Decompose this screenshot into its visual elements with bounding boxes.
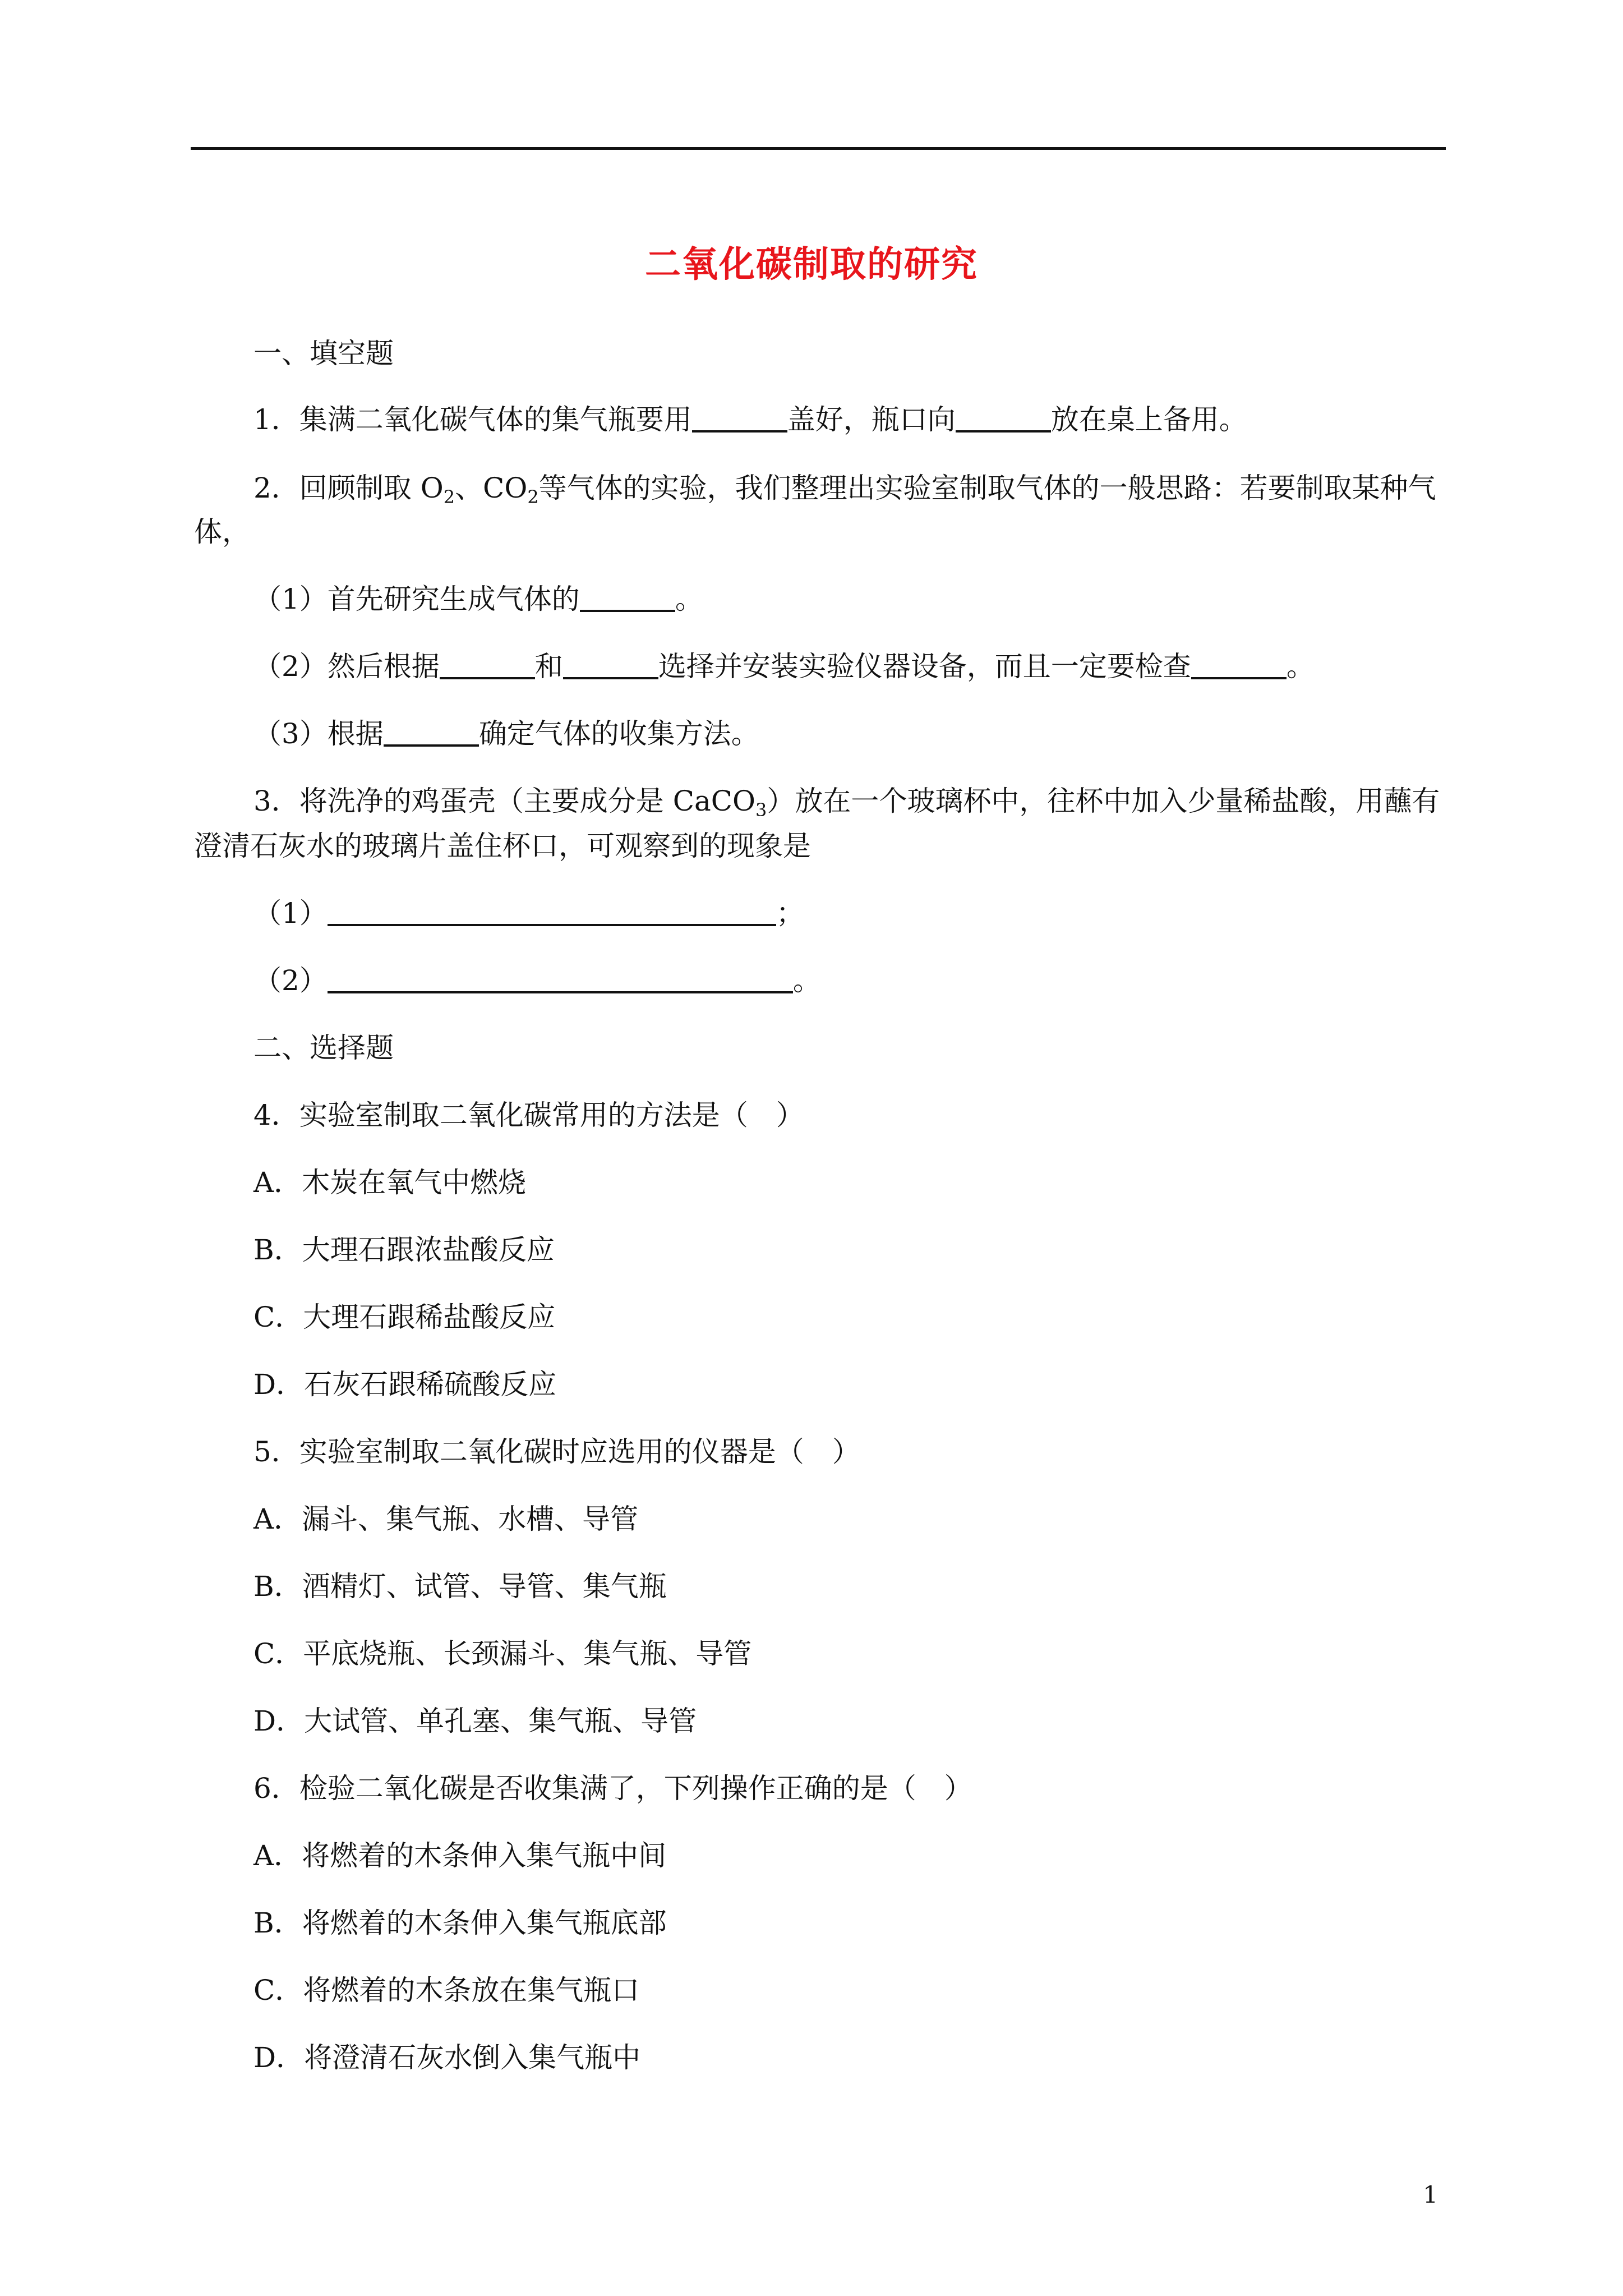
question-3-part-2: （2） 。 (253, 964, 821, 997)
option-4a[interactable]: A．木炭在氧气中燃烧 (253, 1166, 527, 1199)
question-5: 5．实验室制取二氧化碳时应选用的仪器是（ ） (253, 1435, 860, 1468)
question-3: 3．将洗净的鸡蛋壳（主要成分是 CaCO$_3$）放在一个玻璃杯中，往杯中加入少量稀盐酸，用蘸有 (253, 785, 1440, 821)
question-2-part-2: （2）然后根据 和 选择并安装实验仪器设备，而且一定要检查 。 (253, 650, 1315, 683)
section-heading-choice: 二、选择题 (253, 1032, 394, 1064)
question-3-part-1: （1） ； (253, 897, 804, 930)
question-2: 2．回顾制取 $O_2$、$CO_2$等气体的实验，我们整理出实验室制取气体的一般思路：若要制取某种气 (253, 472, 1436, 508)
question-2-part-1: （1）首先研究生成气体的 。 (253, 583, 703, 615)
option-5c[interactable]: C．平底烧瓶、长颈漏斗、集气瓶、导管 (253, 1637, 752, 1670)
option-6b[interactable]: B．将燃着的木条伸入集气瓶底部 (253, 1907, 667, 1939)
option-4d[interactable]: D．石灰石跟稀硫酸反应 (253, 1368, 557, 1401)
option-5a[interactable]: A．漏斗、集气瓶、水槽、导管 (253, 1503, 639, 1535)
question-1: 1．集满二氧化碳气体的集气瓶要用 盖好，瓶口向 放在桌上备用。 (253, 403, 1247, 436)
answer-blank[interactable] (956, 403, 1051, 432)
answer-blank[interactable] (440, 650, 535, 679)
page-number: 1 (1423, 2181, 1438, 2208)
question-2-part-3: （3）根据 确定气体的收集方法。 (253, 717, 759, 750)
option-4b[interactable]: B．大理石跟浓盐酸反应 (253, 1234, 555, 1266)
option-5b[interactable]: B．酒精灯、试管、导管、集气瓶 (253, 1570, 667, 1603)
answer-blank[interactable] (692, 403, 787, 432)
answer-blank[interactable] (328, 897, 776, 926)
question-2-continued: 体， (194, 516, 250, 548)
option-4c[interactable]: C．大理石跟稀盐酸反应 (253, 1301, 556, 1333)
answer-blank[interactable] (563, 650, 658, 679)
page-title: 二氧化碳制取的研究 (645, 243, 978, 286)
option-5d[interactable]: D．大试管、单孔塞、集气瓶、导管 (253, 1705, 697, 1737)
option-6d[interactable]: D．将澄清石灰水倒入集气瓶中 (253, 2041, 641, 2074)
answer-blank[interactable] (1191, 650, 1287, 679)
answer-blank[interactable] (580, 583, 675, 612)
answer-blank[interactable] (384, 717, 479, 747)
option-6a[interactable]: A．将燃着的木条伸入集气瓶中间 (253, 1839, 667, 1872)
option-6c[interactable]: C．将燃着的木条放在集气瓶口 (253, 1974, 640, 2007)
question-6: 6．检验二氧化碳是否收集满了，下列操作正确的是（ ） (253, 1772, 972, 1805)
question-4: 4．实验室制取二氧化碳常用的方法是（ ） (253, 1099, 804, 1131)
section-heading-fill-in: 一、填空题 (253, 337, 394, 370)
answer-blank[interactable] (328, 964, 793, 993)
header-rule (191, 147, 1446, 150)
question-3-continued: 澄清石灰水的玻璃片盖住杯口，可观察到的现象是 (194, 830, 811, 862)
